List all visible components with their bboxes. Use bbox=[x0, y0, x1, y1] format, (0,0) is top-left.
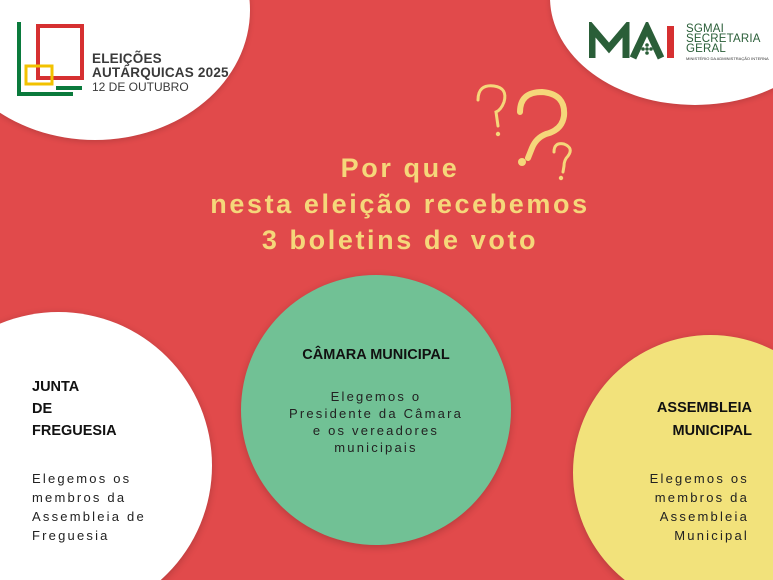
camara-municipal-description bbox=[241, 388, 511, 456]
assembleia-municipal-title bbox=[657, 397, 752, 443]
junta-desc-line1: Elegemos os bbox=[32, 471, 132, 486]
junta-desc-line3: Assembleia de bbox=[32, 509, 146, 524]
title-line3: 3 boletins de voto bbox=[261, 225, 539, 255]
assembleia-title-line2: MUNICIPAL bbox=[672, 423, 752, 439]
sgmai-line3: GERAL bbox=[686, 43, 726, 55]
election-logo-text bbox=[92, 52, 229, 94]
junta-title-line2: DE bbox=[32, 401, 53, 417]
title-line1: Por que bbox=[340, 153, 460, 183]
election-logo-date: 12 DE OUTUBRO bbox=[92, 80, 189, 94]
sgmai-line2: SECRETARIA bbox=[686, 33, 761, 45]
assembleia-title-line1: ASSEMBLEIA bbox=[656, 400, 752, 416]
assembleia-desc-line2: membros da bbox=[654, 490, 749, 505]
junta-title-line1: JUNTA bbox=[32, 379, 80, 395]
assembleia-municipal-description bbox=[650, 469, 749, 545]
sgmai-logo-text bbox=[686, 24, 769, 62]
camara-desc-line1: Elegemos o bbox=[330, 389, 422, 404]
camara-desc-line4: municipais bbox=[334, 440, 418, 455]
junta-freguesia-description bbox=[32, 469, 146, 545]
junta-desc-line2: membros da bbox=[32, 490, 127, 505]
junta-desc-line4: Freguesia bbox=[32, 528, 110, 543]
election-logo-line2: AUTÁRQUICAS 2025 bbox=[92, 65, 229, 80]
title-line2: nesta eleição recebemos bbox=[210, 189, 590, 219]
assembleia-desc-line3: Assembleia bbox=[659, 509, 749, 524]
camara-municipal-title: CÂMARA MUNICIPAL bbox=[302, 347, 450, 363]
sgmai-ministry: MINISTÉRIO DA ADMINISTRAÇÃO INTERNA bbox=[686, 56, 769, 61]
main-title bbox=[100, 150, 700, 258]
election-logo-line1: ELEIÇÕES bbox=[92, 51, 162, 66]
sgmai-line1: SGMAI bbox=[686, 23, 725, 35]
assembleia-desc-line4: Municipal bbox=[674, 528, 749, 543]
camara-desc-line3: e os vereadores bbox=[312, 423, 440, 438]
assembleia-desc-line1: Elegemos os bbox=[649, 471, 749, 486]
camara-desc-line2: Presidente da Câmara bbox=[288, 406, 464, 421]
junta-title-line3: FREGUESIA bbox=[32, 423, 117, 439]
junta-freguesia-title bbox=[32, 376, 117, 442]
election-logo-icon bbox=[14, 20, 86, 100]
mai-logo-icon bbox=[589, 22, 681, 62]
